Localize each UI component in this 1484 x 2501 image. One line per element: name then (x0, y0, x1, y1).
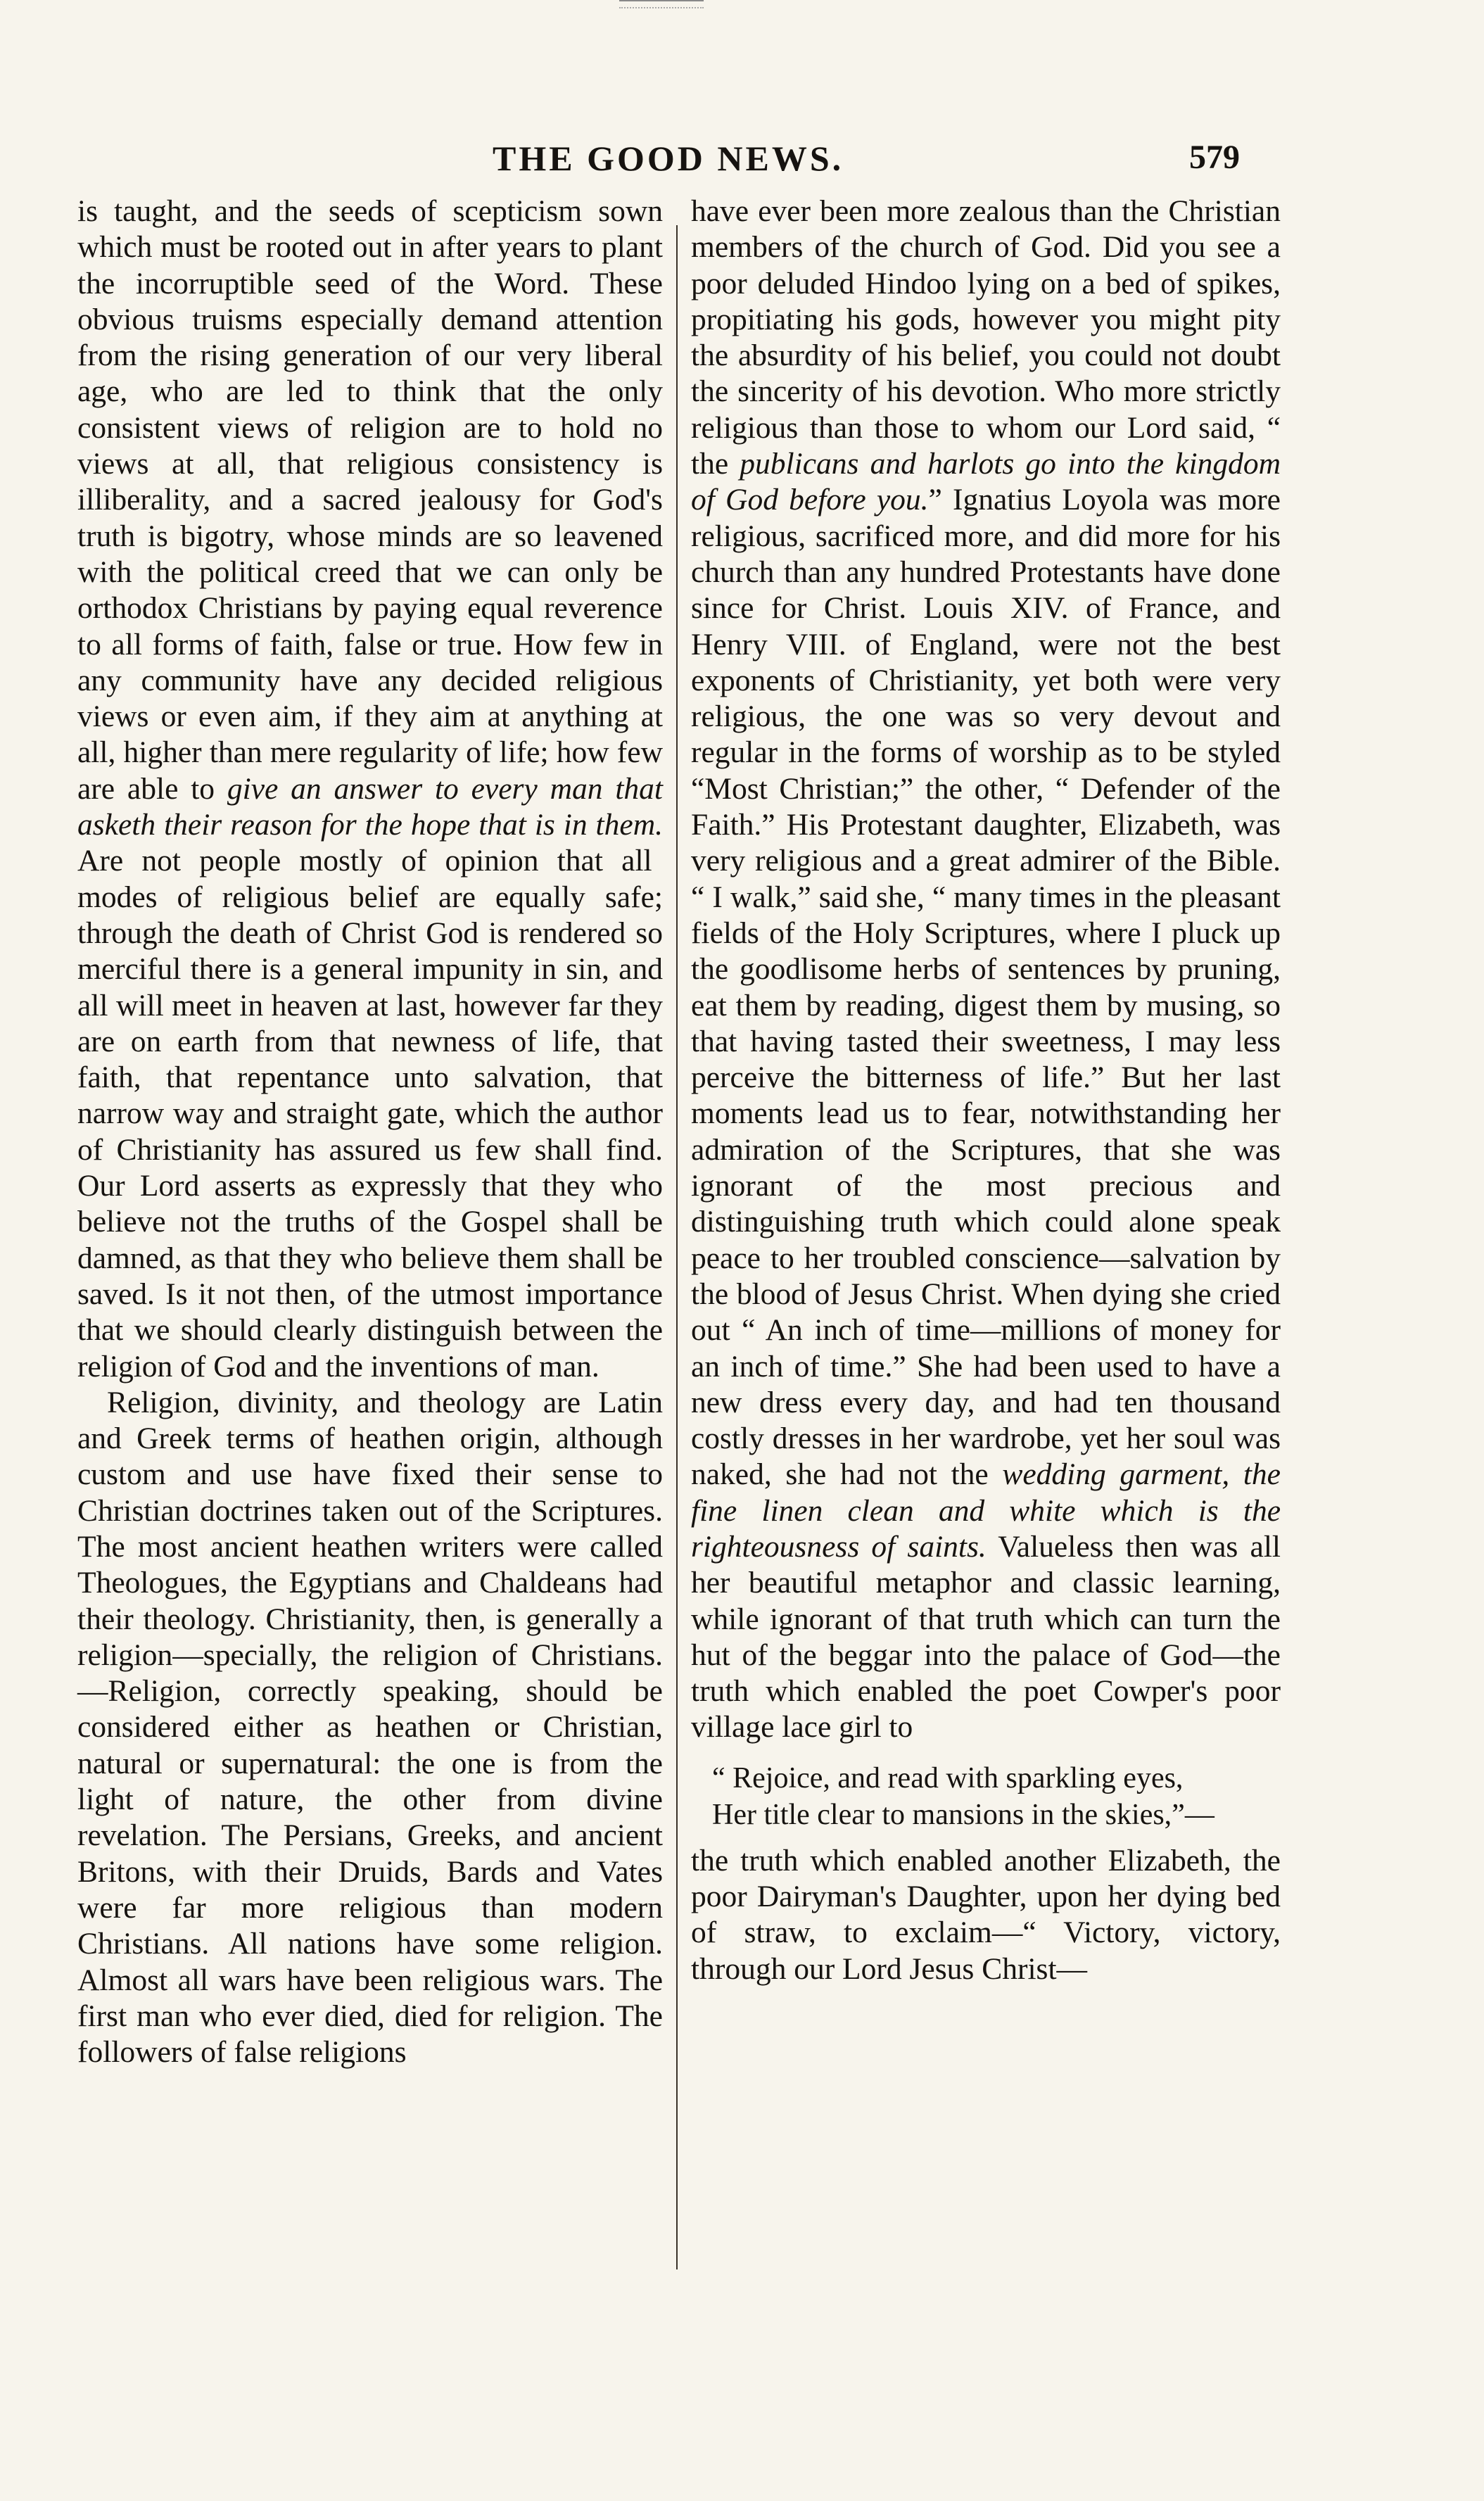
left-paragraph-1 (77, 194, 663, 1385)
running-title: THE GOOD NEWS. (493, 139, 844, 178)
running-head (0, 138, 1484, 194)
left-p1-text-a: is taught, and the seeds of scepticism sown which must be rooted out in after years to plant the incorruptible seed of the Word. These obvious truisms especially demand attention from the rising generation of our very liberal age, who are led to think that the only consistent views of religion are to hold no views at all, that religious consistency is illiberality, and a sacred jealousy for God's truth is bigotry, whose minds are so leavened with the political creed that we can only be orthodox Christians by paying equal reverence to all forms of faith, false or true. How few in any community have any decided religious views or even aim, if they aim at anything at all, higher than mere regularity of life; how few are able to (77, 194, 663, 806)
right-paragraph-1 (691, 194, 1281, 1746)
top-decoration (619, 0, 704, 8)
verse-quotation (712, 1760, 1281, 1833)
left-p1-text-b: Are not people mostly of opinion that all modes of religious belief are equally safe; through the death of Christ God is rendered so merciful there is a general impunity in sin, and all will meet in heaven at last, however far they are on earth from that newness of life, that faith, that repentance unto salvation, that narrow way and straight gate, which the author of Christianity has assured us few shall find. Our Lord asserts as expressly that they who believe not the truths of the Gospel shall be damned, as that they who believe them shall be saved. Is it not then, of the utmost importance that we should clearly distinguish between the religion of God and the inventions of man. (77, 844, 663, 1384)
page-number: 579 (1189, 139, 1240, 176)
column-divider (676, 225, 678, 2269)
verse-line-1: “ Rejoice, and read with sparkling eyes, (712, 1761, 1184, 1794)
left-paragraph-2: Religion, divinity, and theology are Latin and Greek terms of heathen origin, although custom and use have fixed their sense to Christian doctrines taken out of the Scriptures. The most ancient heathen writers were called Theologues, the Egyptians and Chaldeans had their theology. Christianity, then, is generally a religion—specially, the religion of Christians.—Religion, correctly speaking, should be considered either as heathen or Christian, natural or supernatural: the one is from the light of nature, the other from divine revelation. The Persians, Greeks, and ancient Britons, with their Druids, Bards and Vates were far more religious than modern Christians. All nations have some religion. Almost all wars have been religious wars. The first man who ever died, died for religion. The followers of false religions (77, 1385, 663, 2070)
right-p1-text-b: ” Ignatius Loyola was more religious, sacrificed more, and did more for his church than any hundred Protestants have done since for Christ. Louis XIV. of France, and Henry VIII. of England, were not the best exponents of Christianity, yet both were very religious, the one was so very devout and regular in the forms of worship as to be styled “Most Christian;” the other, “ Defender of the Faith.” His Protestant daughter, Elizabeth, was very religious and a great admirer of the Bible. “ I walk,” said she, “ many times in the pleasant fields of the Holy Scriptures, where I pluck up the goodlisome herbs of sentences by pruning, eat them by reading, digest them by musing, so that having tasted their sweetness, I may less perceive the bitterness of life.” But her last moments lead us to fear, notwithstanding her admiration of the Scriptures, that she was ignorant of the most precious and distinguishing truth which could alone speak peace to her troubled conscience—salvation by the blood of Jesus Christ. When dying she cried out “ An inch of time—millions of money for an inch of time.” She had been used to have a new dress every day, and had ten thousand costly dresses in her wardrobe, yet her soul was naked, she had not the (691, 483, 1281, 1492)
left-p1-scripture-quote: give an answer to every man that asketh their reason for the hope that is in them. (77, 771, 663, 842)
right-p1-scripture-quote: publicans and harlots go into the kingdom of God before you. (691, 447, 1281, 517)
right-p1-text-a: have ever been more zealous than the Christian members of the church of God. Did you see a poor deluded Hindoo lying on a bed of spikes, propitiating his gods, however you might pity the absurdity of his belief, you could not doubt the sincerity of his devotion. Who more strictly religious than those to whom our Lord said, “ the (691, 194, 1281, 481)
left-column (77, 194, 663, 2070)
right-column (691, 194, 1281, 1987)
verse-line-2: Her title clear to mansions in the skies,”— (712, 1798, 1215, 1831)
right-p1-text-c: Valueless then was all her beautiful metaphor and classic learning, while ignorant of that truth which can turn the hut of the beggar into the palace of God—the truth which enabled the poet Cowper's poor village lace girl to (691, 1529, 1281, 1745)
right-p1-scripture-quote-2: wedding garment, the fine linen clean and white which is the righteousness of saints. (691, 1457, 1281, 1564)
right-paragraph-2: the truth which enabled another Elizabeth, the poor Dairyman's Daughter, upon her dying bed of straw, to exclaim—“ Victory, victory, through our Lord Jesus Christ— (691, 1843, 1281, 1986)
